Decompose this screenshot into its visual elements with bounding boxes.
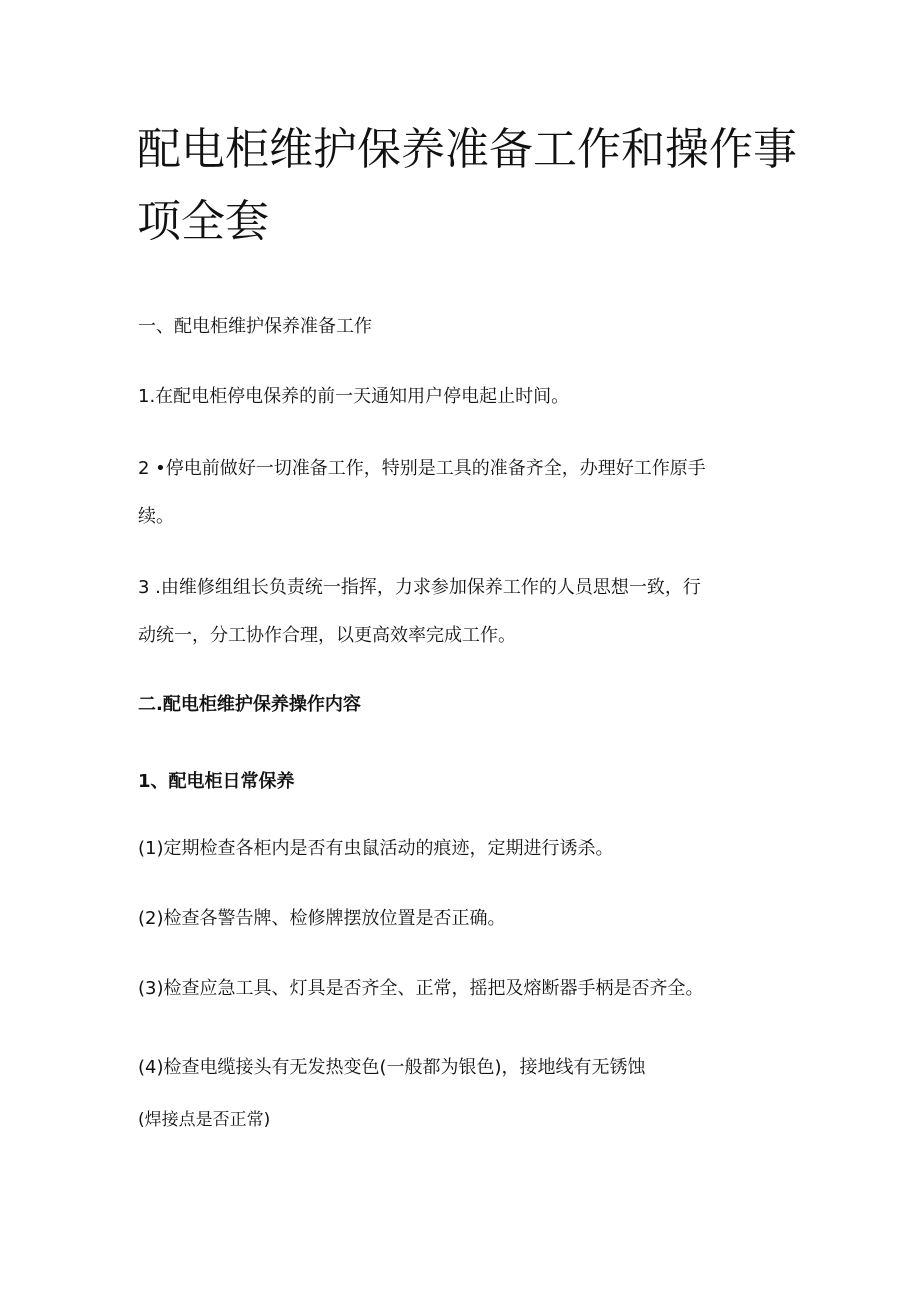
paragraph-1: 1.在配电柜停电保养的前一天通知用户停电起止时间。 xyxy=(138,386,570,407)
list-item-1: (1)定期检查各柜内是否有虫鼠活动的痕迹，定期进行诱杀。 xyxy=(138,838,614,859)
paragraph-2-line-1: 2 •停电前做好一切准备工作，特别是工具的准备齐全，办理好工作原手 xyxy=(138,458,706,479)
section-2-subheading: 1、配电柜日常保养 xyxy=(138,771,295,792)
list-item-3: (3)检查应急工具、灯具是否齐全、正常，摇把及熔断器手柄是否齐全。 xyxy=(138,978,704,999)
paragraph-3-line-1: 3 .由维修组组长负责统一指挥，力求参加保养工作的人员思想一致，行 xyxy=(138,577,701,598)
paragraph-3-line-2: 动统一，分工协作合理，以更高效率完成工作。 xyxy=(138,625,516,646)
list-item-4-line-1: (4)检查电缆接头有无发热变色(一般都为银色)，接地线有无锈蚀 xyxy=(138,1057,646,1078)
title-line-2: 项全套 xyxy=(137,196,269,247)
document-title xyxy=(137,114,797,258)
section-2-heading: 二.配电柜维护保养操作内容 xyxy=(138,694,361,715)
section-1-heading: 一、配电柜维护保养准备工作 xyxy=(138,316,372,337)
list-item-2: (2)检查各警告牌、检修牌摆放位置是否正确。 xyxy=(138,908,506,929)
list-item-4-line-2: (焊接点是否正常) xyxy=(138,1110,271,1130)
title-line-1: 配电柜维护保养准备工作和操作事 xyxy=(137,124,797,175)
paragraph-2-line-2: 续。 xyxy=(138,506,174,527)
